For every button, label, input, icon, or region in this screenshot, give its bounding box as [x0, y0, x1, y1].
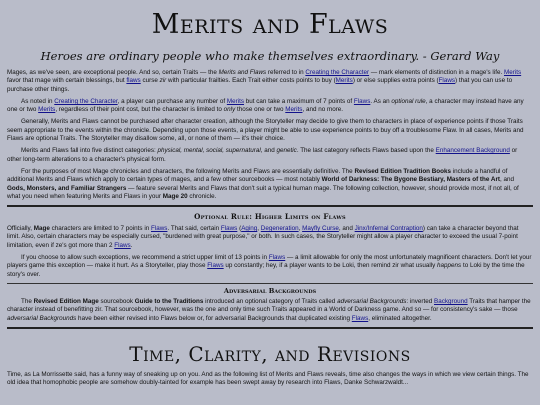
text-em: adversarial Backgrounds [7, 314, 77, 322]
text: ( [237, 225, 242, 233]
section-divider [7, 327, 533, 329]
text: characters are limited to 7 points in [49, 225, 151, 233]
text: but can take a maximum of 7 points of [244, 97, 354, 105]
text-em: only [223, 106, 236, 114]
higher-limits-paragraph [7, 225, 533, 250]
flaws-link[interactable]: Flaws [207, 262, 224, 270]
enhancement-background-link[interactable]: Enhancement Background [435, 147, 510, 155]
creating-character-link[interactable]: Creating the Character [54, 97, 118, 105]
text: If you choose to allow such exceptions, we recommend a strict upper limit of 13 points in [21, 254, 269, 262]
text: Merits and Flaws fall into five distinct categories: [21, 147, 158, 155]
text: and [262, 147, 277, 155]
game-title: Mage [33, 225, 50, 233]
text: , and no more. [302, 106, 344, 114]
text: have been either revised into Flaws below or, for adversarial Backgrounds that duplicated existing [76, 314, 352, 322]
book-title: World of Darkness: The Bygone Bestiary, Masters of the Art [321, 176, 500, 184]
text: . The last category reflects Flaws based upon the [296, 147, 436, 155]
merits-link[interactable]: Merits [226, 97, 244, 105]
flaws-link[interactable]: Flaws [220, 225, 238, 233]
text: . [130, 241, 133, 249]
background-link[interactable]: Background [434, 297, 468, 305]
text: to Loki by the time the story's over. [7, 262, 525, 278]
adversarial-heading: Adversarial Backgrounds [223, 286, 317, 295]
merits-link[interactable]: Merits [38, 106, 56, 114]
text-em: genetic [276, 147, 297, 155]
book-title: Revised Edition Tradition Books [354, 167, 452, 175]
text: chronicle. [187, 192, 217, 200]
text: , regardless of their point cost, but the character is limited to [55, 106, 224, 114]
flaws-link[interactable]: Flaws [150, 225, 168, 233]
text: , and [338, 225, 355, 233]
flaws-link[interactable]: Flaws [114, 241, 131, 249]
aging-link[interactable]: Aging [241, 225, 258, 233]
text: those one or two [235, 106, 286, 114]
jinx-link[interactable]: Jinx/Infernal Contraption [354, 225, 423, 233]
text-em: physical, mental, social, supernatural, [157, 147, 263, 155]
time-paragraph: Time, as La Morrissette said, has a funny way of sneaking up on you. And as the following list of Merits and Flaws reveals, time also changes the ways in which we view certain things. The old idea that homophobic people are somehow doubly-tainted for example has been swept away by research into Flaws, Danke Schwarzwaldt... [7, 370, 529, 387]
epigraph-quote: Heroes are ordinary people who make themselves extraordinary. - Gerard Way [40, 49, 500, 63]
text: , eliminated altogether. [368, 314, 432, 322]
mayfly-curse-link[interactable]: Mayfly Curse [302, 225, 339, 233]
text: The [21, 297, 34, 305]
text-em: optional rule [391, 97, 426, 105]
text: ) or else supplies extra points ( [352, 77, 439, 85]
text: Traits that hamper the character instead of benefitting zir. That sourcebook, however, was the one and only time such Traits appeared in a World of Darkness game. And so — for consistency's sake — those [7, 297, 531, 314]
text: For the purposes of most Mage chronicles and characters, the following Merits and Flaws are essentially definitive. The [21, 167, 355, 175]
text: include a handful of additional Merits and Flaws which apply to certain types of mages, and a few other sourcebooks — most notably [7, 167, 508, 184]
text: curse [140, 77, 160, 85]
flaws-link[interactable]: flaws [126, 77, 141, 85]
text: . That said, certain [167, 225, 221, 233]
book-title: Mage 20 [162, 192, 188, 200]
text: introduced an optional category of Traits called [203, 297, 338, 305]
merits-link[interactable]: Merits [285, 106, 303, 114]
page-title: Merits and Flaws [151, 9, 389, 40]
book-title: Guide to the Traditions [134, 297, 204, 305]
text-em: Merits and Flaws [218, 69, 267, 76]
text: . As an [370, 97, 392, 105]
text: — feature several Merits and Flaws that don't suit a typical human mage. The following collection, however, should provide most, if not all, of what you need when featuring Merits and Flaws in your [7, 184, 519, 200]
text: favor that mage with certain blessings, but [7, 77, 127, 85]
section-divider [7, 283, 533, 284]
text: Mages, as we've seen, are exceptional people. And so, certain Traits — the [7, 69, 219, 76]
text: Officially, [7, 225, 34, 233]
text: , and [500, 176, 515, 184]
book-title: Revised Edition Mage [33, 297, 99, 305]
flaws-link[interactable]: Flaws [268, 254, 286, 262]
text-em: adversarial Backgrounds [337, 297, 407, 305]
flaws-link[interactable]: Flaws [351, 314, 369, 322]
text: As noted in [21, 97, 55, 105]
text: , [298, 225, 303, 233]
optional-rule-heading: Optional Rule: Higher Limits on Flaws [194, 212, 346, 222]
categories-paragraph [7, 147, 533, 164]
exceptions-paragraph [7, 254, 533, 279]
text: referred to in [266, 69, 306, 76]
text: sourcebook [98, 297, 135, 305]
text: , a player can purchase any number of [117, 97, 227, 105]
section-divider [7, 205, 533, 207]
book-title: Gods, Monsters, and Familiar Strangers [7, 184, 127, 192]
adversarial-paragraph [7, 298, 533, 323]
creating-character-link[interactable]: Creating the Character [305, 69, 370, 76]
section-title: Time, Clarity, and Revisions [129, 341, 411, 366]
text: or other long-term alterations to a character's physical form. [7, 147, 518, 163]
text-em: happens [437, 262, 462, 270]
text: : inverted [406, 297, 435, 305]
sources-paragraph [7, 168, 533, 201]
text: , a character may instead have any one or two [7, 97, 524, 114]
main-content [0, 69, 540, 387]
intro-paragraph [7, 69, 533, 94]
degeneration-link[interactable]: Degeneration [260, 225, 299, 233]
flaws-link[interactable]: Flaws [353, 97, 371, 105]
text: ) can take a character beyond that limit. Also, certain characters may be especially cursed, "burdened with great purpose," or both. In such cases, the Storyteller might allow a player character to exceed the usual 7-point limitation, even if ze's got more than 2 [7, 225, 519, 249]
flaws-link[interactable]: Flaws [438, 77, 456, 85]
purchase-paragraph [7, 98, 533, 115]
text: — a limit allowable for only the most unfortunately magnificent characters. Don't let your players game this exception — make it hurt. As a Storyteller, play those [7, 254, 532, 270]
text: , [257, 225, 261, 233]
text: up constantly; hey, if a player wants to be Loki, then remind zir what usually [223, 262, 438, 270]
merits-link[interactable]: Merits [503, 69, 522, 76]
merits-link[interactable]: Merits [335, 77, 353, 85]
text: — mark elements of distinction in a mage's life. [369, 69, 504, 76]
text-em: zir [159, 77, 167, 85]
text: ) that you can use to purchase other things. [7, 77, 513, 93]
text: with particular frailties. Each Trait either costs points to buy ( [166, 77, 336, 85]
general-paragraph: Generally, Merits and Flaws cannot be purchased after character creation, although the Storyteller may decide to give them to characters in place of experience points if those Traits seem appropriate to the events within the chronicle. Depending upon those events, a player might be able to use experience points to buy off a troublesome Flaw. In all cases, Merits and Flaws are optional Traits. The Storyteller may disallow some, all, or none of them — it's their choice. [7, 118, 524, 143]
